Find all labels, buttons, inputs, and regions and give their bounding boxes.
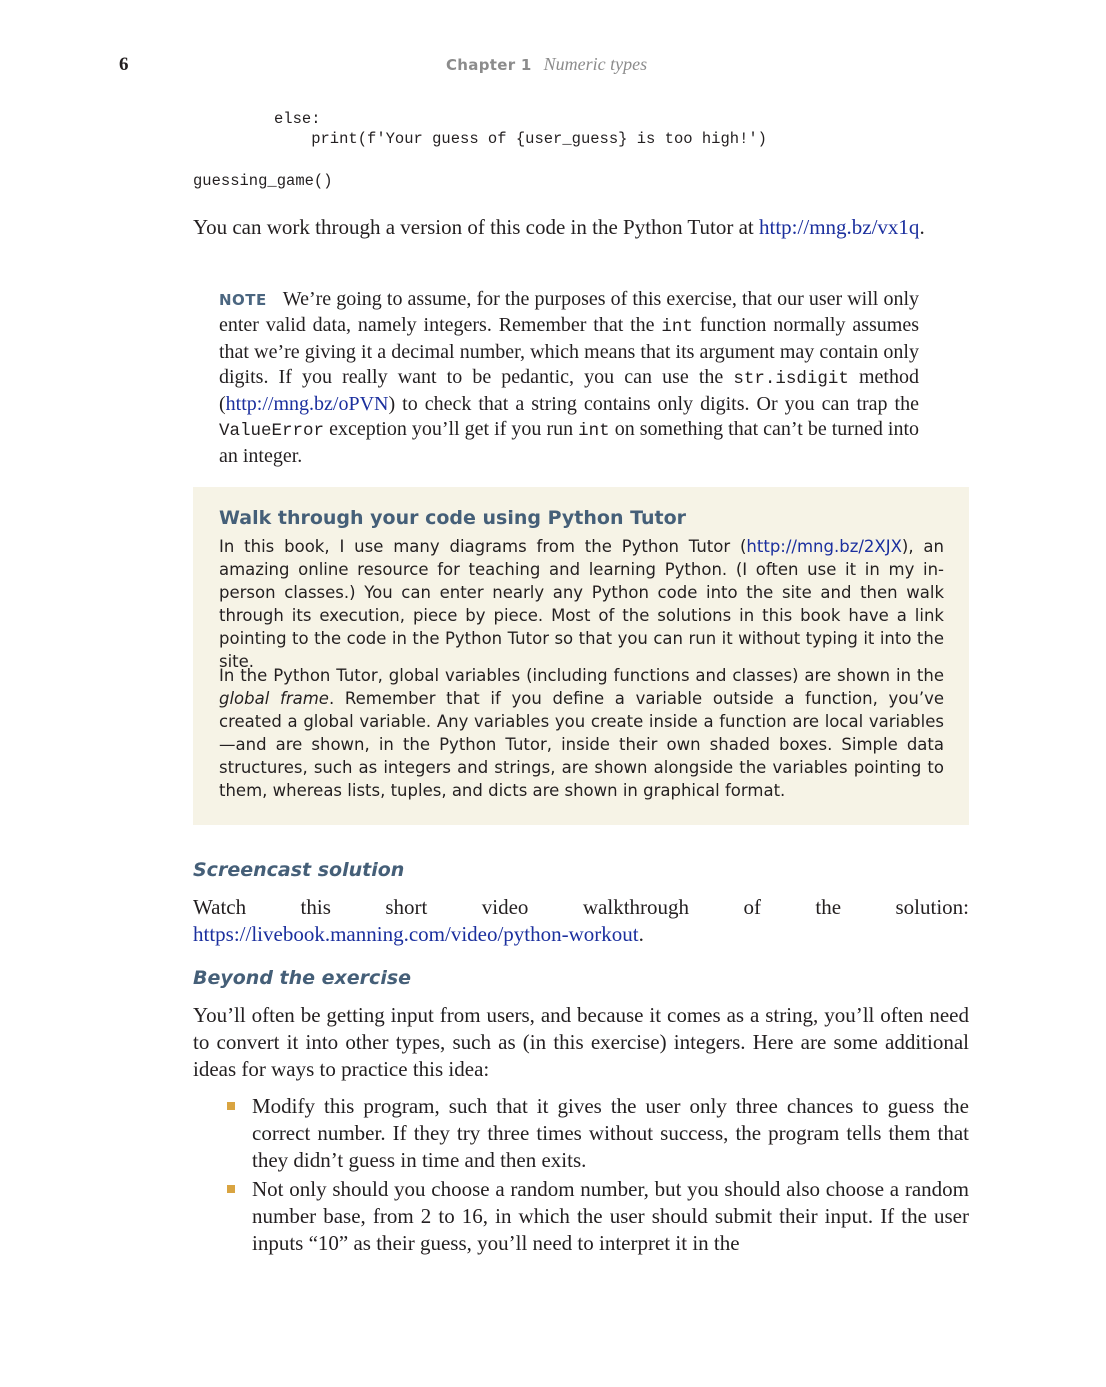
bullet-marker [227,1185,235,1193]
sidebar-title: Walk through your code using Python Tutor [219,507,686,529]
sidebar-link[interactable]: http://mng.bz/2XJX [746,537,902,556]
sidebar-text: In this book, I use many diagrams from the Python Tutor ( [219,537,747,556]
note-text: ) to check that a string contains only digits. Or you can trap the [388,393,919,415]
running-head [446,54,647,75]
list-item [227,1093,969,1174]
code-line: guessing_game() [193,172,333,190]
bullet-marker [227,1102,235,1110]
isdigit-link[interactable]: http://mng.bz/oPVN [225,393,389,415]
sidebar-text: . Remember that if you define a variable outside a function, you’ve created a global variable. Any variables you create inside a function are local variables—and are shown, in the Python Tutor, inside their own shaded boxes. Simple data structures, such as integers and strings, are shown alongside the variables pointing to them, whereas lists, tuples, and dicts are shown in graphical format. [219,689,944,800]
code-int: int [578,421,610,441]
exercise-list [227,1093,969,1259]
code-line: print(f'Your guess of {user_guess} is too high!') [274,130,767,148]
screencast-paragraph [193,894,969,948]
note-text: We’re going to assume, for the purposes of this exercise, that our user will only enter valid data, namely integers. Remember that the [219,288,919,336]
intro-text: You can work through a version of this code in the Python Tutor at [193,215,760,239]
chapter-title: Numeric types [543,54,648,74]
code-int: int [661,317,693,337]
screencast-text: Watch this short video walkthrough of the solution: [193,895,969,919]
note-text: method ( [219,366,919,415]
sidebar-text: ), an amazing online resource for teaching and learning Python. (I often use it in my in-person classes.) You can enter nearly any Python code into the site and then walk through its execution, piece by piece. Most of the solutions in this book have a link pointing to the code in the Python Tutor so that you can run it without typing it into the site. [219,537,944,671]
sidebar-paragraph [219,535,944,673]
screencast-link[interactable]: https://livebook.manning.com/video/python-workout [193,922,639,946]
chapter-label: Chapter 1 [446,56,532,74]
note-text: on something that can’t be turned into an integer. [219,418,920,467]
screencast-heading: Screencast solution [193,859,405,881]
python-tutor-sidebar [193,487,969,825]
note-text: function normally assumes that we’re giving it a decimal number, which means that its argument may contain only digits. If you really want to be pedantic, you can use the [219,314,919,388]
python-tutor-link[interactable]: http://mng.bz/vx1q [759,215,920,239]
beyond-paragraph: You’ll often be getting input from users, and because it comes as a string, you’ll often need to convert it into other types, such as (in this exercise) integers. Here are some additional ideas for ways to practice this idea: [193,1003,969,1081]
list-item-text: Not only should you choose a random number, but you should also choose a random number base, from 2 to 16, in which the user should submit their input. If the user inputs “10” as their guess, you’ll need to interpret it in the [252,1177,969,1255]
sidebar-paragraph [219,664,944,802]
sidebar-emphasis: global frame [219,689,329,708]
intro-paragraph [193,214,969,241]
note-text: exception you’ll get if you run [324,418,579,440]
code-valueerror: ValueError [219,421,325,441]
sidebar-text: In the Python Tutor, global variables (including functions and classes) are shown in the [219,666,944,685]
page-number: 6 [119,54,129,75]
note-block [219,287,919,469]
list-item [227,1176,969,1257]
screencast-end: . [638,922,644,946]
intro-end: . [919,215,925,239]
list-item-text: Modify this program, such that it gives the user only three chances to guess the correct number. If they try three times without success, the program tells them that they didn’t guess in time and then exits. [252,1094,969,1172]
code-line: else: [274,110,321,128]
beyond-heading: Beyond the exercise [193,967,412,989]
code-isdigit: str.isdigit [733,369,849,389]
note-label: NOTE [219,291,267,309]
